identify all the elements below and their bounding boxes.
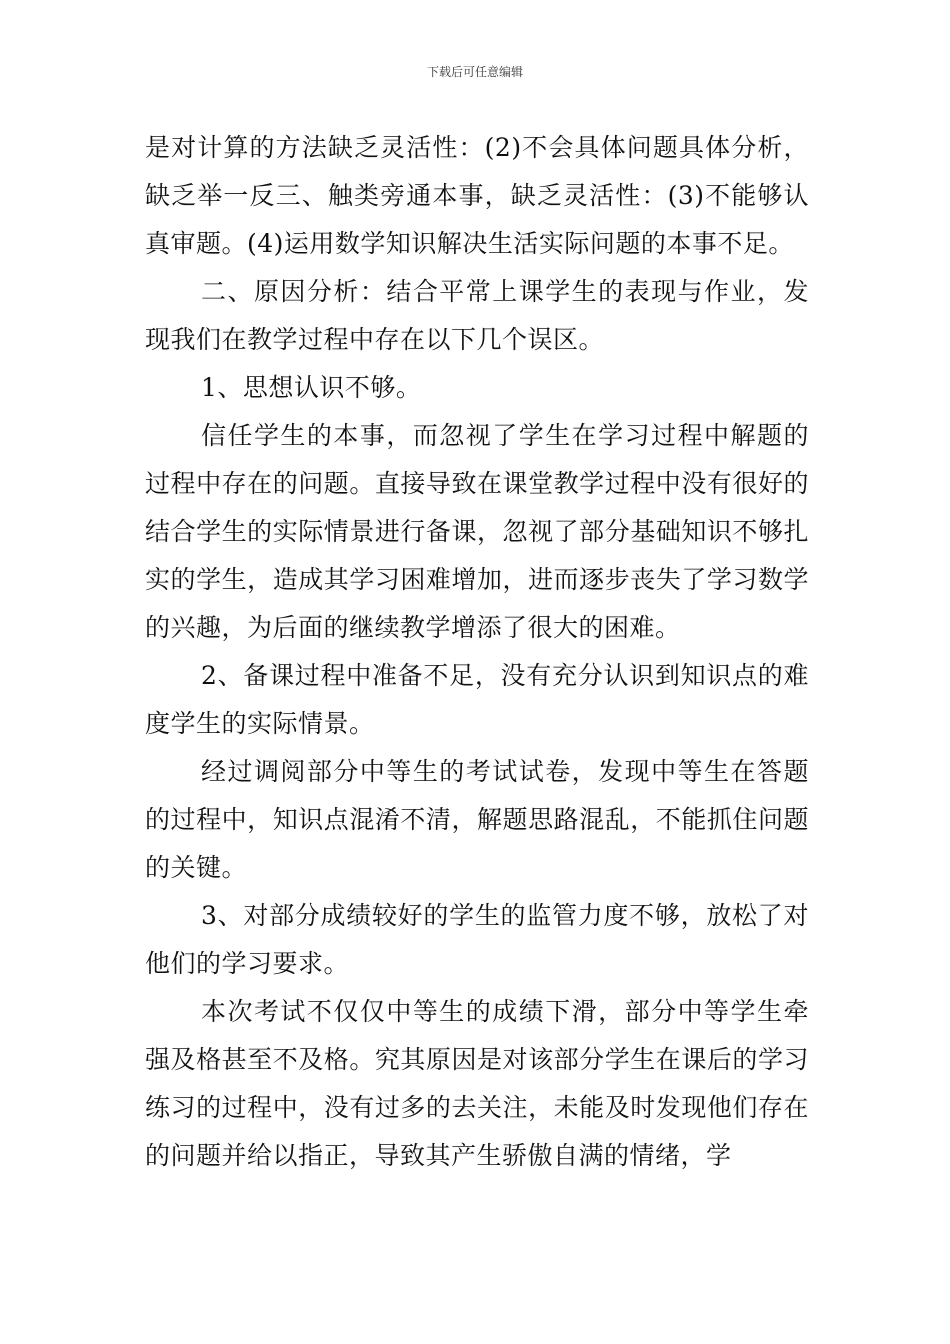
document-body: [145, 124, 809, 1180]
paragraph-continuation: 是对计算的方法缺乏灵活性：(2)不会具体问题具体分析，缺乏举一反三、触类旁通本事，缺乏灵活性：(3)不能够认真审题。(4)运用数学知识解决生活实际问题的本事不足。: [145, 133, 809, 258]
paragraph-point-1-heading: 1、思想认识不够。: [201, 373, 422, 402]
paragraph-point-2-body: 经过调阅部分中等生的考试试卷，发现中等生在答题的过程中，知识点混淆不清，解题思路混乱，不能抓住问题的关键。: [145, 757, 809, 882]
paragraph-point-3-heading: 3、对部分成绩较好的学生的监管力度不够，放松了对他们的学习要求。: [145, 901, 809, 978]
paragraph-cause-analysis: 二、原因分析：结合平常上课学生的表现与作业，发现我们在教学过程中存在以下几个误区。: [145, 277, 809, 354]
paragraph-point-3-body: 本次考试不仅仅中等生的成绩下滑，部分中等学生牵强及格甚至不及格。究其原因是对该部分学生在课后的学习练习的过程中，没有过多的去关注，未能及时发现他们存在的问题并给以指正，导致其产生骄傲自满的情绪，学: [145, 997, 809, 1170]
paragraph-point-2-heading: 2、备课过程中准备不足，没有充分认识到知识点的难度学生的实际情景。: [145, 661, 809, 738]
page-header: 下载后可任意编辑: [426, 65, 523, 79]
paragraph-point-1-body: 信任学生的本事，而忽视了学生在学习过程中解题的过程中存在的问题。直接导致在课堂教学过程中没有很好的结合学生的实际情景进行备课，忽视了部分基础知识不够扎实的学生，造成其学习困难增加，进而逐步丧失了学习数学的兴趣，为后面的继续教学增添了很大的困难。: [145, 421, 809, 642]
